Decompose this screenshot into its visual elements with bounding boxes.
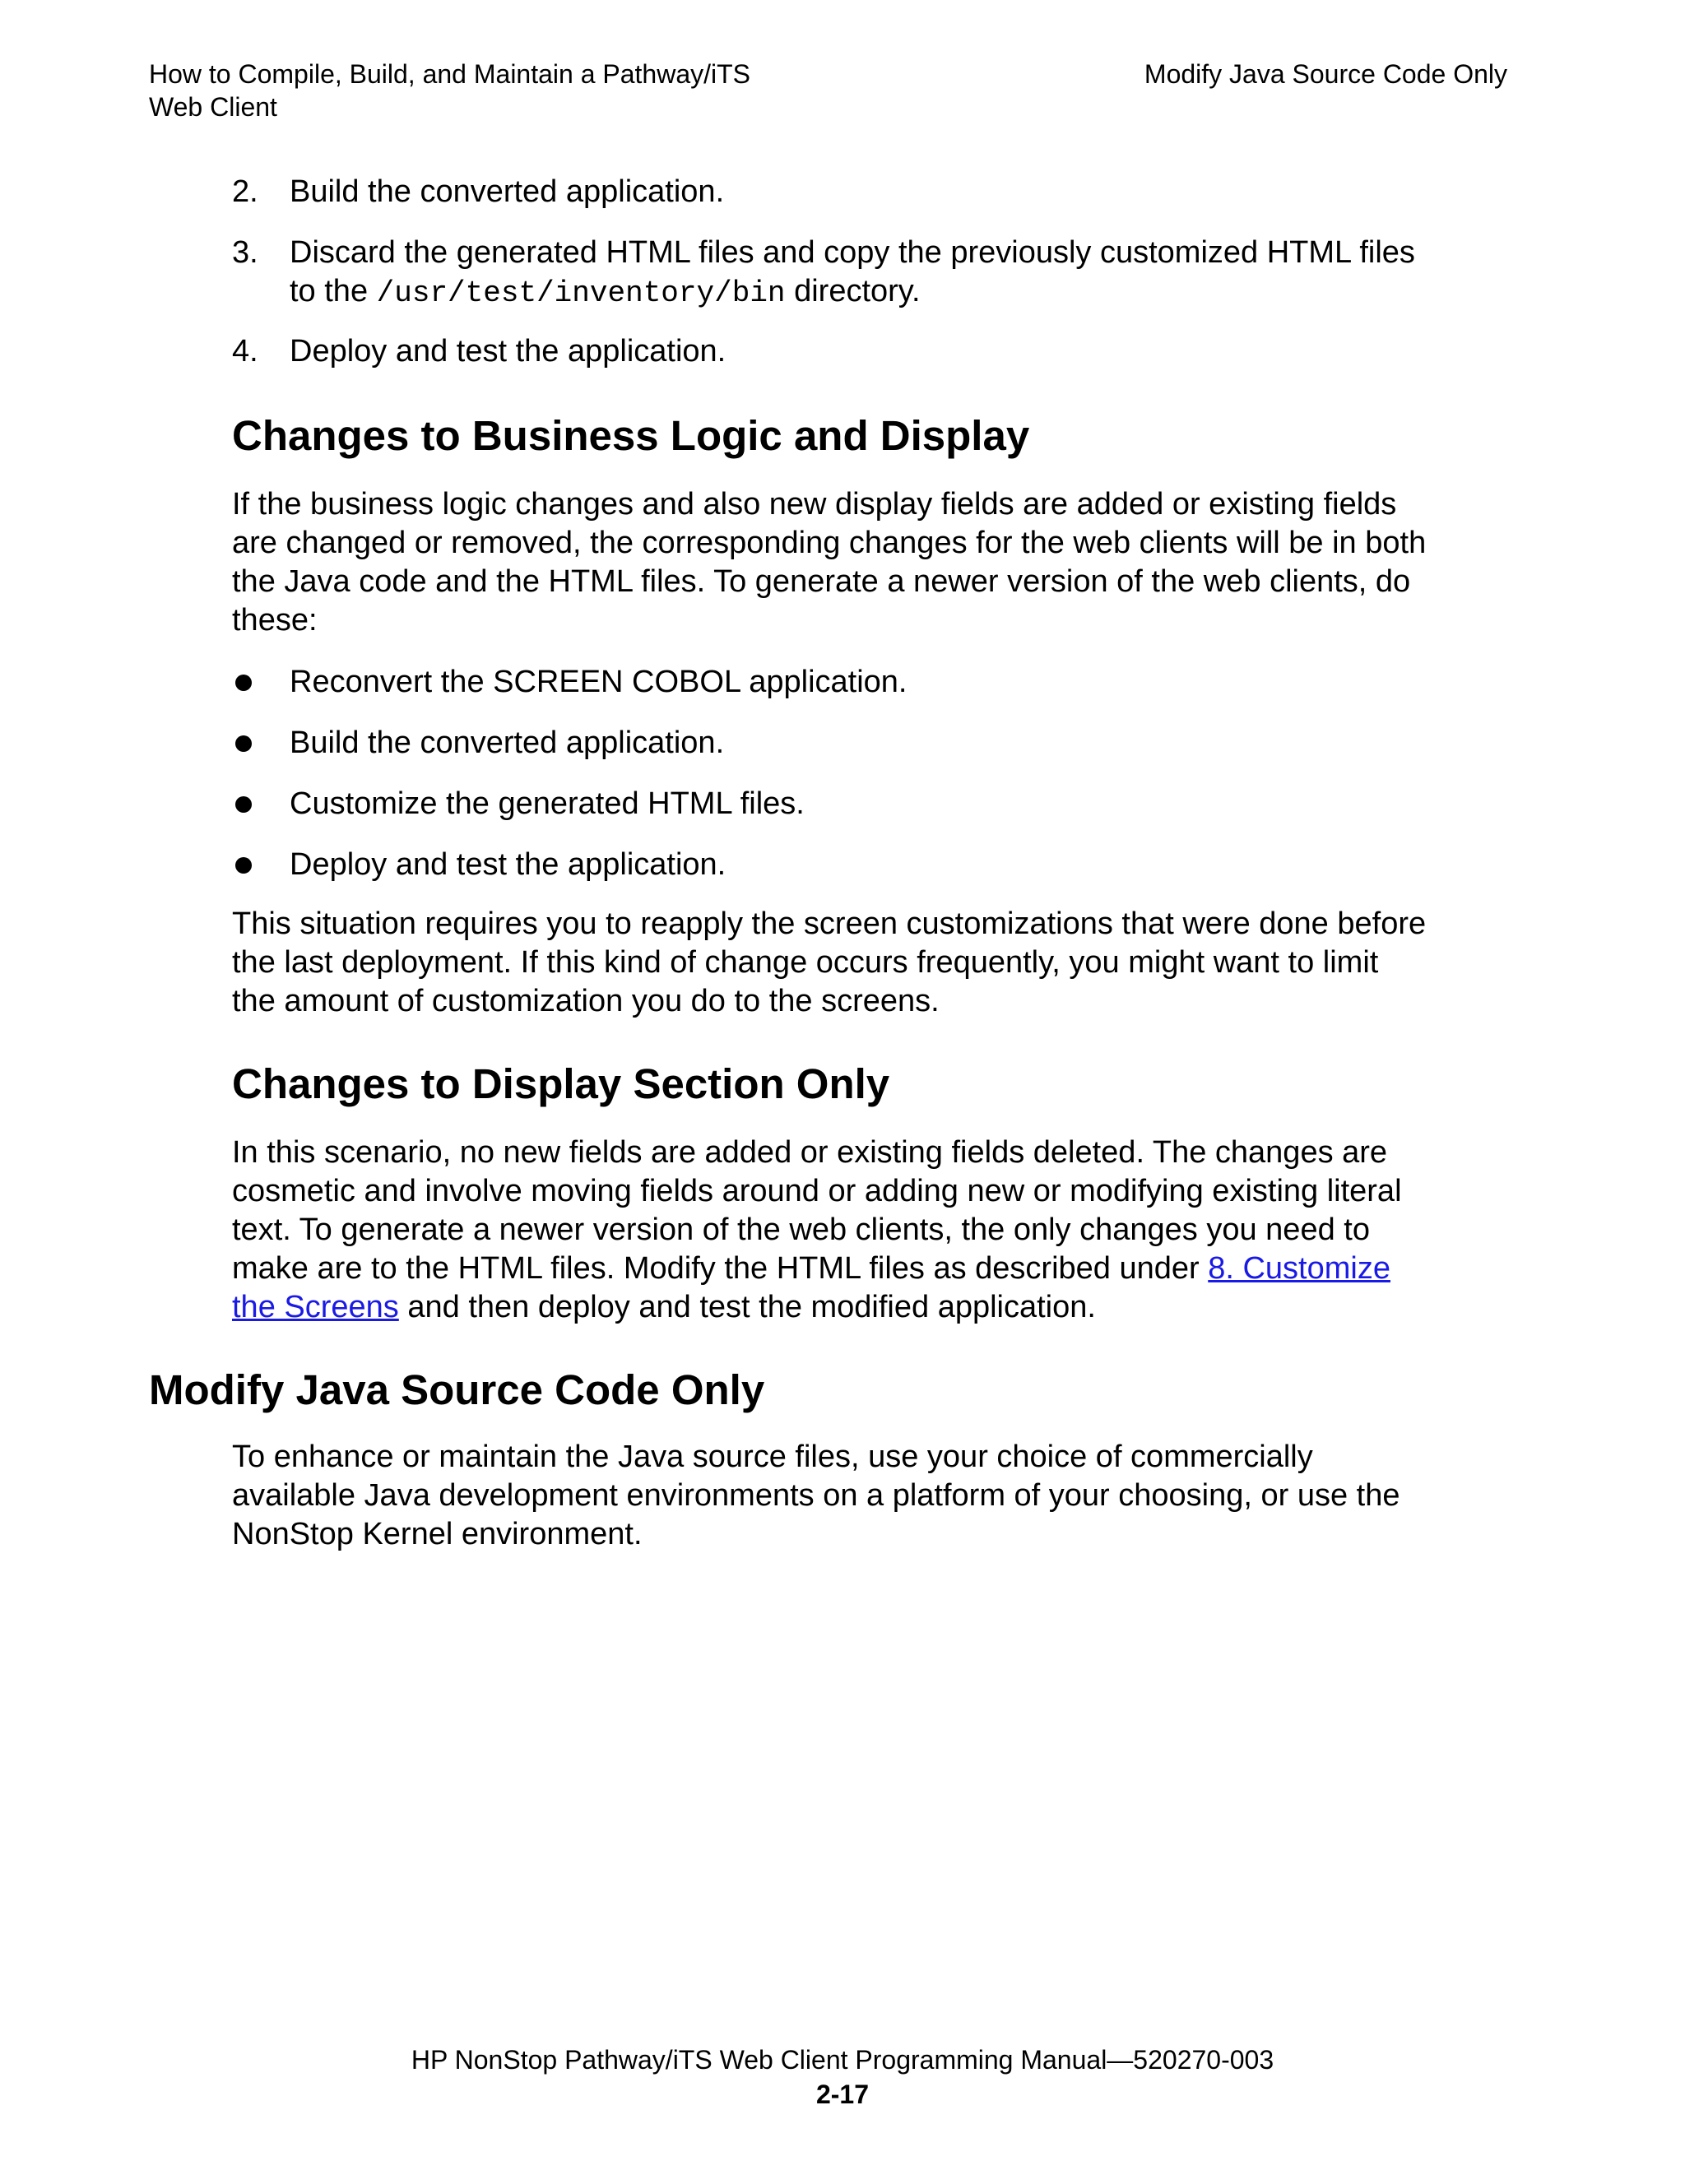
bullet-text: Reconvert the SCREEN COBOL application. [290, 665, 907, 699]
running-header-left [149, 58, 889, 123]
para-line [232, 1288, 1516, 1327]
step-text-prefix: to the [290, 274, 377, 308]
para-line: are changed or removed, the corresponding changes for the web clients will be in both [232, 526, 1427, 560]
para-line: these: [232, 603, 318, 638]
bullet-dot-icon [235, 675, 252, 691]
bullet-text: Deploy and test the application. [290, 847, 726, 882]
footer-manual-title: HP NonStop Pathway/iTS Web Client Programming Manual—520270-003 [411, 2045, 1274, 2075]
para-line: If the business logic changes and also new display fields are added or existing fields [232, 487, 1397, 522]
step-number: 2. [232, 174, 258, 209]
step-text-line1: Discard the generated HTML files and copy the previously customized HTML files [290, 235, 1415, 270]
step-text-suffix: directory. [785, 274, 921, 308]
bullet-text: Customize the generated HTML files. [290, 786, 805, 821]
step-text: Build the converted application. [290, 174, 725, 209]
para-line: text. To generate a newer version of the web clients, the only changes you need to [232, 1213, 1370, 1247]
para-line: This situation requires you to reapply the screen customizations that were done before [232, 907, 1427, 941]
customize-screens-link[interactable]: 8. Customize [1208, 1251, 1390, 1286]
step-text-line2 [290, 272, 1516, 313]
para-line-text: and then deploy and test the modified application. [398, 1290, 1096, 1324]
para-line: the last deployment. If this kind of change occurs frequently, you might want to limit [232, 945, 1379, 980]
para-line: To enhance or maintain the Java source files, use your choice of commercially [232, 1440, 1313, 1474]
para-line: available Java development environments on a platform of your choosing, or use the [232, 1478, 1400, 1513]
directory-path: /usr/test/inventory/bin [376, 276, 786, 310]
customize-screens-link-cont[interactable]: the Screens [232, 1290, 399, 1324]
step-number: 3. [232, 235, 258, 270]
para-line [232, 1250, 1516, 1288]
section1-paragraph-2 [232, 905, 1516, 1021]
para-line: NonStop Kernel environment. [232, 1517, 643, 1551]
bullet-text: Build the converted application. [290, 726, 725, 760]
step-number: 4. [232, 334, 258, 369]
para-line: cosmetic and involve moving fields around or adding new or modifying existing literal [232, 1174, 1402, 1208]
para-line: the Java code and the HTML files. To generate a newer version of the web clients, do [232, 564, 1411, 599]
section2-paragraph [232, 1134, 1516, 1327]
bullet-dot-icon [235, 796, 252, 813]
step-text: Deploy and test the application. [290, 334, 726, 369]
section-heading-display-section: Changes to Display Section Only [232, 1060, 890, 1107]
footer-page-number: 2-17 [815, 2080, 870, 2109]
header-title-line2: Web Client [149, 92, 277, 122]
bullet-dot-icon [235, 735, 252, 752]
section-heading-modify-java: Modify Java Source Code Only [149, 1366, 765, 1413]
para-line: the amount of customization you do to the screens. [232, 984, 940, 1018]
section3-paragraph [232, 1438, 1516, 1554]
header-title-line1: How to Compile, Build, and Maintain a Pathway/iTS [149, 59, 751, 89]
running-header-right: Modify Java Source Code Only [1144, 59, 1507, 89]
para-line-text: make are to the HTML files. Modify the HTML files as described under [232, 1251, 1209, 1286]
para-line: In this scenario, no new fields are added or existing fields deleted. The changes are [232, 1135, 1388, 1170]
section-heading-business-logic: Changes to Business Logic and Display [232, 412, 1030, 459]
section1-paragraph [232, 485, 1516, 640]
step-text [290, 234, 1516, 313]
bullet-dot-icon [235, 857, 252, 874]
